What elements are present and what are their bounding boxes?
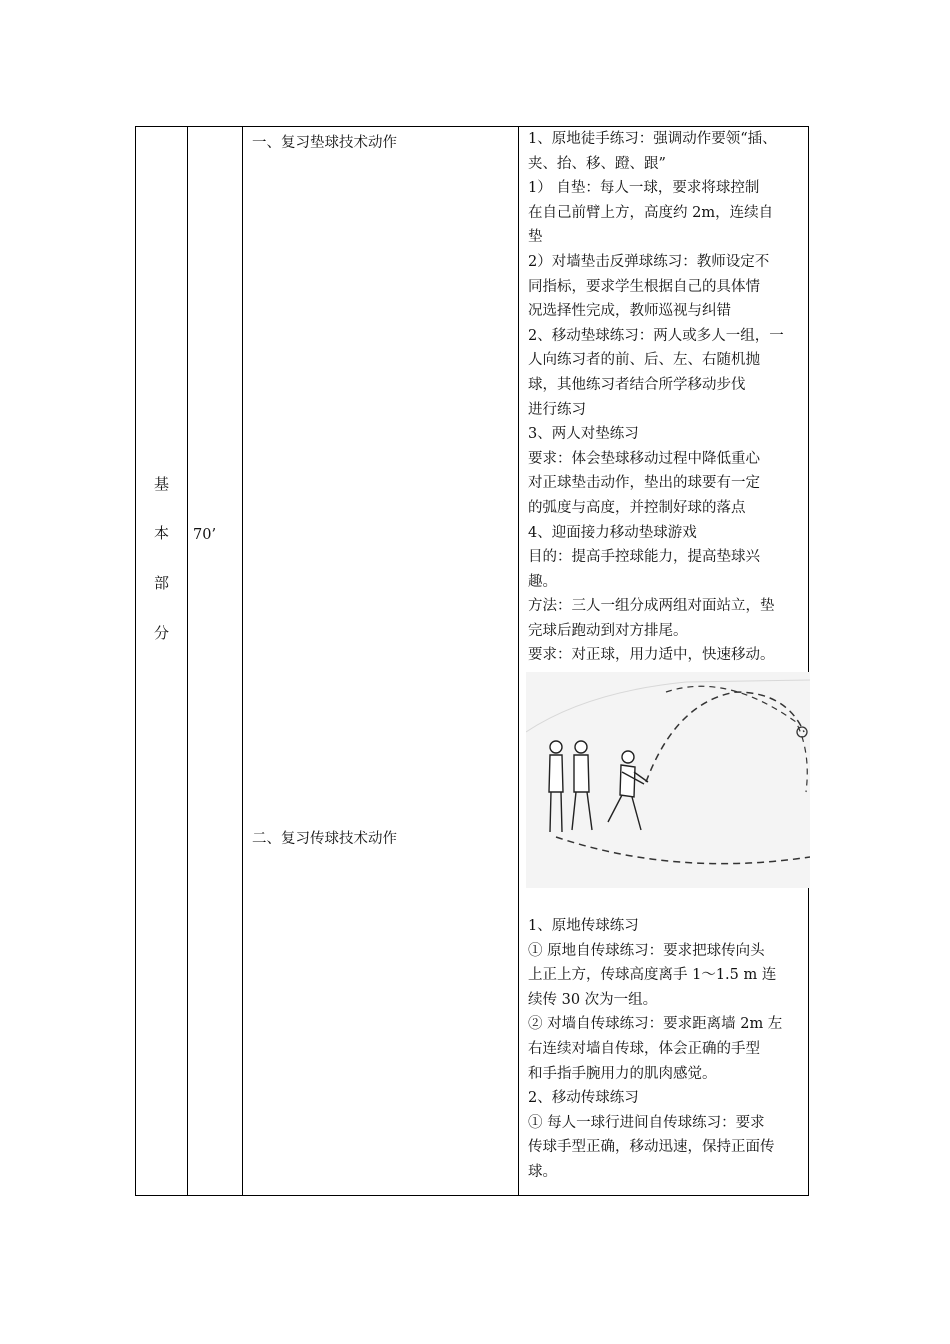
method-line: 在自己前臂上方，高度约 2m，连续自: [528, 204, 774, 221]
method-line: 续传 30 次为一组。: [528, 991, 658, 1008]
method-line: 人向练习者的前、后、左、右随机抛: [528, 352, 760, 369]
method-list-receiving: [528, 127, 804, 668]
method-line: 球。: [528, 1164, 557, 1180]
method-line: 进行练习: [528, 401, 586, 418]
section-label-char: 部: [153, 574, 169, 592]
method-line: 1、原地传球练习: [528, 918, 639, 935]
method-line: 2、移动垫球练习：两人或多人一组，一: [528, 327, 784, 344]
method-line: 4、迎面接力移动垫球游戏: [528, 524, 697, 541]
lesson-plan-table: [135, 126, 809, 1196]
method-line: 和手指手腕用力的肌肉感觉。: [528, 1065, 717, 1082]
method-line: 球，其他练习者结合所学移动步伐: [528, 376, 746, 393]
column-divider: [187, 127, 188, 1195]
method-line: 1） 自垫：每人一球，要求将球控制: [528, 180, 760, 197]
method-line: 传球手型正确，移动迅速，保持正面传: [528, 1139, 775, 1156]
column-divider: [518, 127, 519, 1195]
section-label-cell: [136, 127, 187, 1195]
method-line: 完球后跑动到对方排尾。: [528, 622, 688, 639]
method-line: 垫: [528, 229, 543, 246]
method-line: ② 对墙自传球练习：要求距离墙 2m 左: [528, 1016, 783, 1033]
method-line: 上正上方，传球高度离手 1～1.5 m 连: [528, 967, 777, 984]
method-line: 右连续对墙自传球，体会正确的手型: [528, 1041, 760, 1058]
method-line: 的弧度与高度，并控制好球的落点: [528, 499, 746, 516]
method-line: 况选择性完成，教师巡视与纠错: [528, 303, 731, 320]
method-line: 1、原地徒手练习：强调动作要领“插、: [528, 131, 777, 147]
method-line: 2、移动传球练习: [528, 1090, 639, 1107]
method-line: 3、两人对垫练习: [528, 426, 639, 443]
method-line: ① 每人一球行进间自传球练习：要求: [528, 1114, 765, 1131]
method-line: 夹、抬、移、蹬、跟”: [528, 155, 666, 172]
section-label-char: 分: [153, 624, 169, 642]
time-allocation: 70’: [193, 527, 217, 543]
method-line: 目的：提高手控球能力，提高垫球兴: [528, 549, 760, 566]
content-item-receiving: 一、复习垫球技术动作: [252, 135, 397, 151]
volleyball-passing-drill-illustration-icon: [526, 672, 810, 888]
method-line: 要求：体会垫球移动过程中降低重心: [528, 450, 760, 467]
section-label-char: 基: [153, 475, 169, 493]
section-label-char: 本: [153, 524, 169, 542]
column-divider: [242, 127, 243, 1195]
content-item-passing: 二、复习传球技术动作: [252, 831, 397, 847]
method-line: 同指标，要求学生根据自己的具体情: [528, 278, 760, 295]
method-line: 趣。: [528, 573, 557, 590]
method-column: [528, 127, 804, 1185]
method-line: ① 原地自传球练习：要求把球传向头: [528, 942, 765, 959]
method-line: 2）对墙垫击反弹球练习：教师设定不: [528, 253, 770, 270]
method-line: 对正球垫击动作，垫出的球要有一定: [528, 475, 760, 492]
method-list-passing: [528, 914, 804, 1185]
method-line: 方法：三人一组分成两组对面站立，垫: [528, 598, 775, 615]
method-line: 要求：对正球，用力适中，快速移动。: [528, 647, 775, 664]
